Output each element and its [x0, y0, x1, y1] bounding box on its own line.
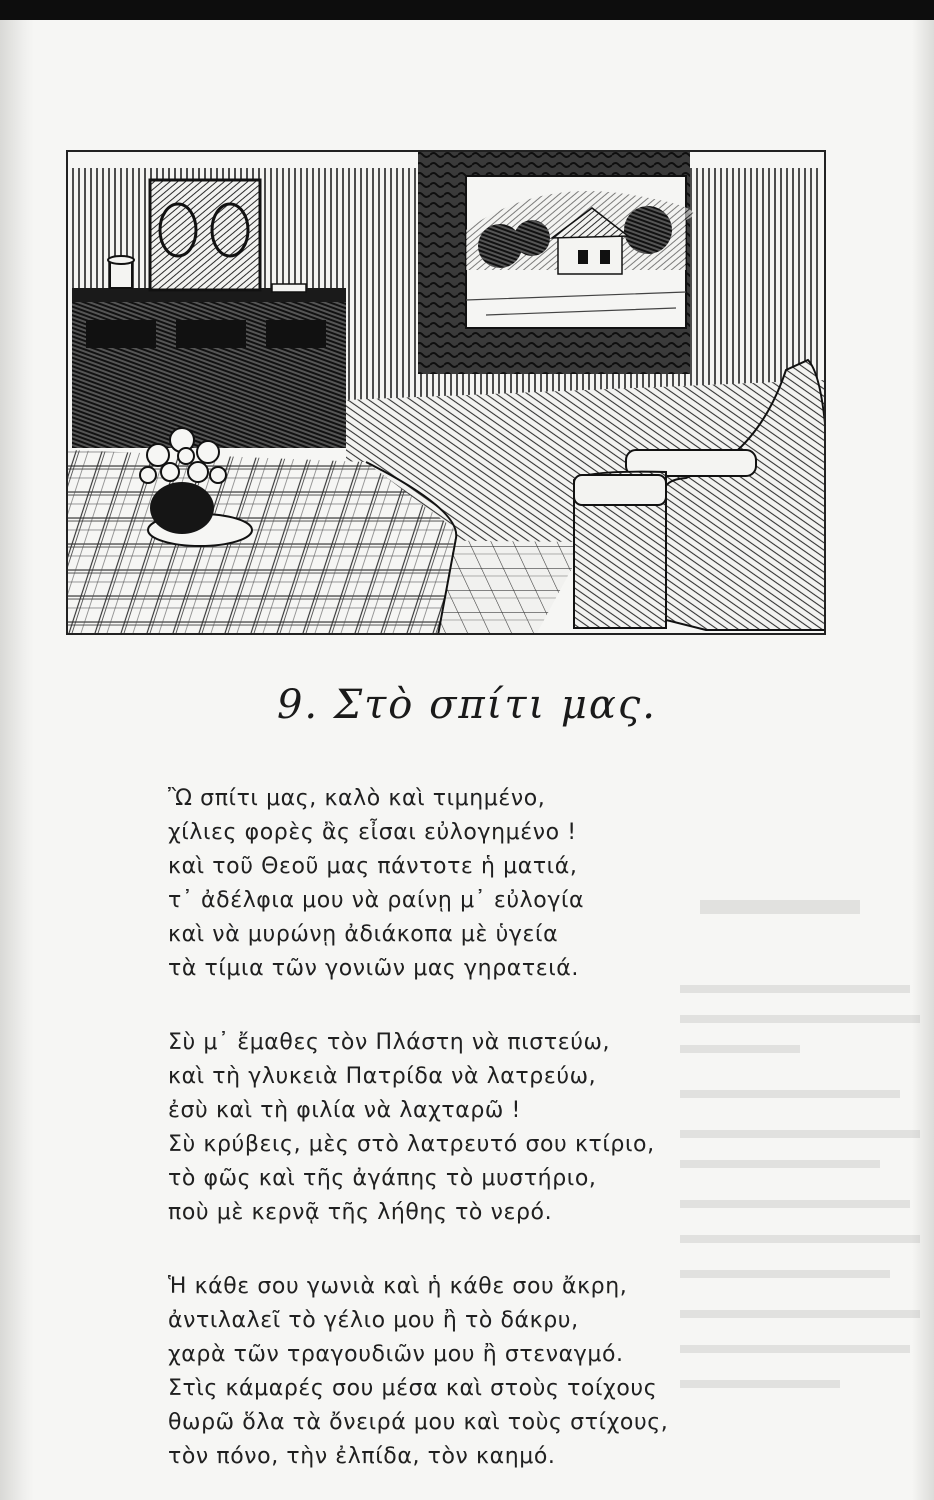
- poem-line: τὰ τίμια τῶν γονιῶν μας γηρατειά.: [168, 956, 579, 981]
- poem-line: τ᾿ ἀδέλφια μου νὰ ραίνῃ μ᾿ εὐλογία: [168, 888, 585, 913]
- poem-line: Σὺ μ᾿ ἔμαθες τὸν Πλάστη νὰ πιστεύω,: [168, 1030, 611, 1055]
- poem-line: Ἡ κάθε σου γωνιὰ καὶ ἡ κάθε σου ἄκρη,: [168, 1274, 628, 1299]
- poem-line: Ὢ σπίτι μας, καλὸ καὶ τιμημένο,: [168, 786, 546, 811]
- poem-line: τὸν πόνο, τὴν ἐλπίδα, τὸν καημό.: [168, 1444, 556, 1469]
- poem-line: θωρῶ ὅλα τὰ ὄνειρά μου καὶ τοὺς στίχους,: [168, 1410, 669, 1435]
- poem-line: καὶ νὰ μυρώνῃ ἀδιάκοπα μὲ ὑγεία: [168, 922, 559, 947]
- stanza-3: [168, 1270, 808, 1474]
- page-binding-shadow: [0, 20, 34, 1500]
- scan-top-border: [0, 0, 934, 20]
- poem-line: χαρὰ τῶν τραγουδιῶν μου ἢ στεναγμό.: [168, 1342, 624, 1367]
- interior-illustration: [66, 150, 826, 635]
- poem-line: καὶ τὴ γλυκειὰ Πατρίδα νὰ λατρεύω,: [168, 1064, 597, 1089]
- poem-line: καὶ τοῦ Θεοῦ μας πάντοτε ἡ ματιά,: [168, 854, 578, 879]
- poem-line: χίλιες φορὲς ἂς εἶσαι εὐλογημένο !: [168, 820, 577, 845]
- poem-line: τὸ φῶς καὶ τῆς ἀγάπης τὸ μυστήριο,: [168, 1166, 597, 1191]
- poem-body: [168, 782, 808, 1474]
- poem-line: ἀντιλαλεῖ τὸ γέλιο μου ἢ τὸ δάκρυ,: [168, 1308, 579, 1333]
- stanza-2: [168, 1026, 808, 1230]
- poem-line: Σὺ κρύβεις, μὲς στὸ λατρευτό σου κτίριο,: [168, 1132, 655, 1157]
- poem-line: ποὺ μὲ κερνᾷ τῆς λήθης τὸ νερό.: [168, 1200, 553, 1225]
- stanza-1: [168, 782, 808, 986]
- poem-line: ἐσὺ καὶ τὴ φιλία νὰ λαχταρῶ !: [168, 1098, 521, 1123]
- poem-line: Στὶς κάμαρές σου μέσα καὶ στοὺς τοίχους: [168, 1376, 658, 1401]
- poem-title: 9. Στὸ σπίτι μας.: [276, 682, 657, 728]
